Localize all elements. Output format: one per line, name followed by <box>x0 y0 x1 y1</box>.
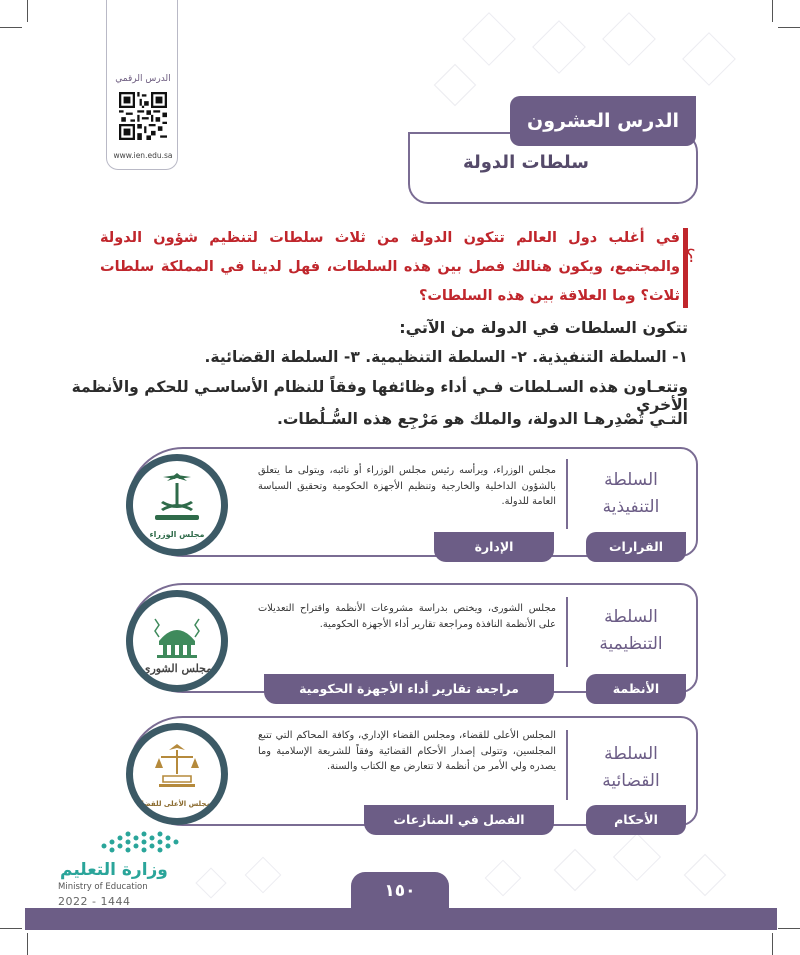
judicial-description: المجلس الأعلى للقضاء، ومجلس القضاء الإداري، وكافة المحاكم التي تتبع المجلسين، وتتولى إصدار الأحكام القضائية وفقاً للشريعة الإسلامية وما يصدره ولي الأمر من أنظمة لا تتعارض مع الكتاب والسنة. <box>258 730 556 772</box>
digital-lesson-label: الدرس الرقمي <box>115 74 171 84</box>
regulations-pill: الأنظمة <box>586 674 686 704</box>
shura-council-logo <box>126 590 228 692</box>
logo-caption: المجلس الأعلى للقضاء <box>137 800 217 808</box>
question-accent-bar <box>683 228 688 308</box>
review-reports-pill: مراجعة تقارير أداء الأجهزة الحكومية <box>264 674 554 704</box>
divider <box>566 459 568 529</box>
lesson-title: سلطات الدولة <box>463 152 589 173</box>
council-of-ministers-logo <box>126 454 228 556</box>
digital-lesson-card[interactable] <box>106 0 178 170</box>
judicial-authority-title: السلطة القضائية <box>602 744 660 791</box>
body-paragraph-line2: التـي تُصْدِرهـا الدولة، والملك هو مَرْجِع هذه السُّـلُطات. <box>276 410 688 428</box>
qr-code-icon[interactable] <box>119 92 167 140</box>
lesson-number-tab: الدرس العشرون <box>510 96 696 146</box>
question-icon: ؟ <box>686 246 696 267</box>
body-paragraph-line1: وتتعـاون هذه السـلطات فـي أداء وظائفها وفقاً للنظام الأساسـي للحكم والأنظمة الأخرى <box>71 378 688 414</box>
ministry-logo-icon <box>96 826 188 860</box>
rulings-pill: الأحكام <box>586 805 686 835</box>
executive-authority-title: السلطة التنفيذية <box>602 470 660 517</box>
ministry-name-arabic: وزارة التعليم <box>60 860 168 880</box>
body-heading: تتكون السلطات في الدولة من الآتي: <box>399 318 688 337</box>
administration-pill: الإدارة <box>434 532 554 562</box>
website-url[interactable]: www.ien.edu.sa <box>113 151 173 160</box>
regulatory-description: مجلس الشورى، ويختص بدراسة مشروعات الأنظمة واقتراح التعديلات على الأنظمة النافذة ومراجعة تقارير أداء الأجهزة الحكومية. <box>258 603 556 630</box>
ministry-name-english: Ministry of Education <box>58 882 148 892</box>
logo-caption: مجلس الشورى <box>141 662 213 675</box>
dispute-resolution-pill: الفصل في المنازعات <box>364 805 554 835</box>
divider <box>566 730 568 800</box>
authorities-list: ١- السلطة التنفيذية. ٢- السلطة التنظيمية. ٣- السلطة القضائية. <box>204 348 688 366</box>
divider <box>566 597 568 667</box>
logo-caption: مجلس الوزراء <box>149 530 205 539</box>
page-number: ١٥٠ <box>351 872 449 912</box>
decisions-pill: القرارات <box>586 532 686 562</box>
executive-description: مجلس الوزراء، ويرأسه رئيس مجلس الوزراء أو نائبه، ويتولى ما يتعلق بالشؤون الداخلية والخارجية وتنظيم الأجهزة الحكومية وتحقيق السياسة العامة للدولة. <box>258 465 556 507</box>
regulatory-authority-title: السلطة التنظيمية <box>599 607 663 654</box>
supreme-judicial-council-logo <box>126 723 228 825</box>
academic-year: 2022 - 1444 <box>58 895 131 908</box>
intro-question: في أغلب دول العالم تتكون الدولة من ثلاث سلطات لتنظيم شؤون الدولة والمجتمع، ويكون هنالك فصل بين هذه السلطات، فهل لدينا في المملكة سلطات ثلاث؟ وما العلاقة بين هذه السلطات؟ <box>100 230 680 304</box>
